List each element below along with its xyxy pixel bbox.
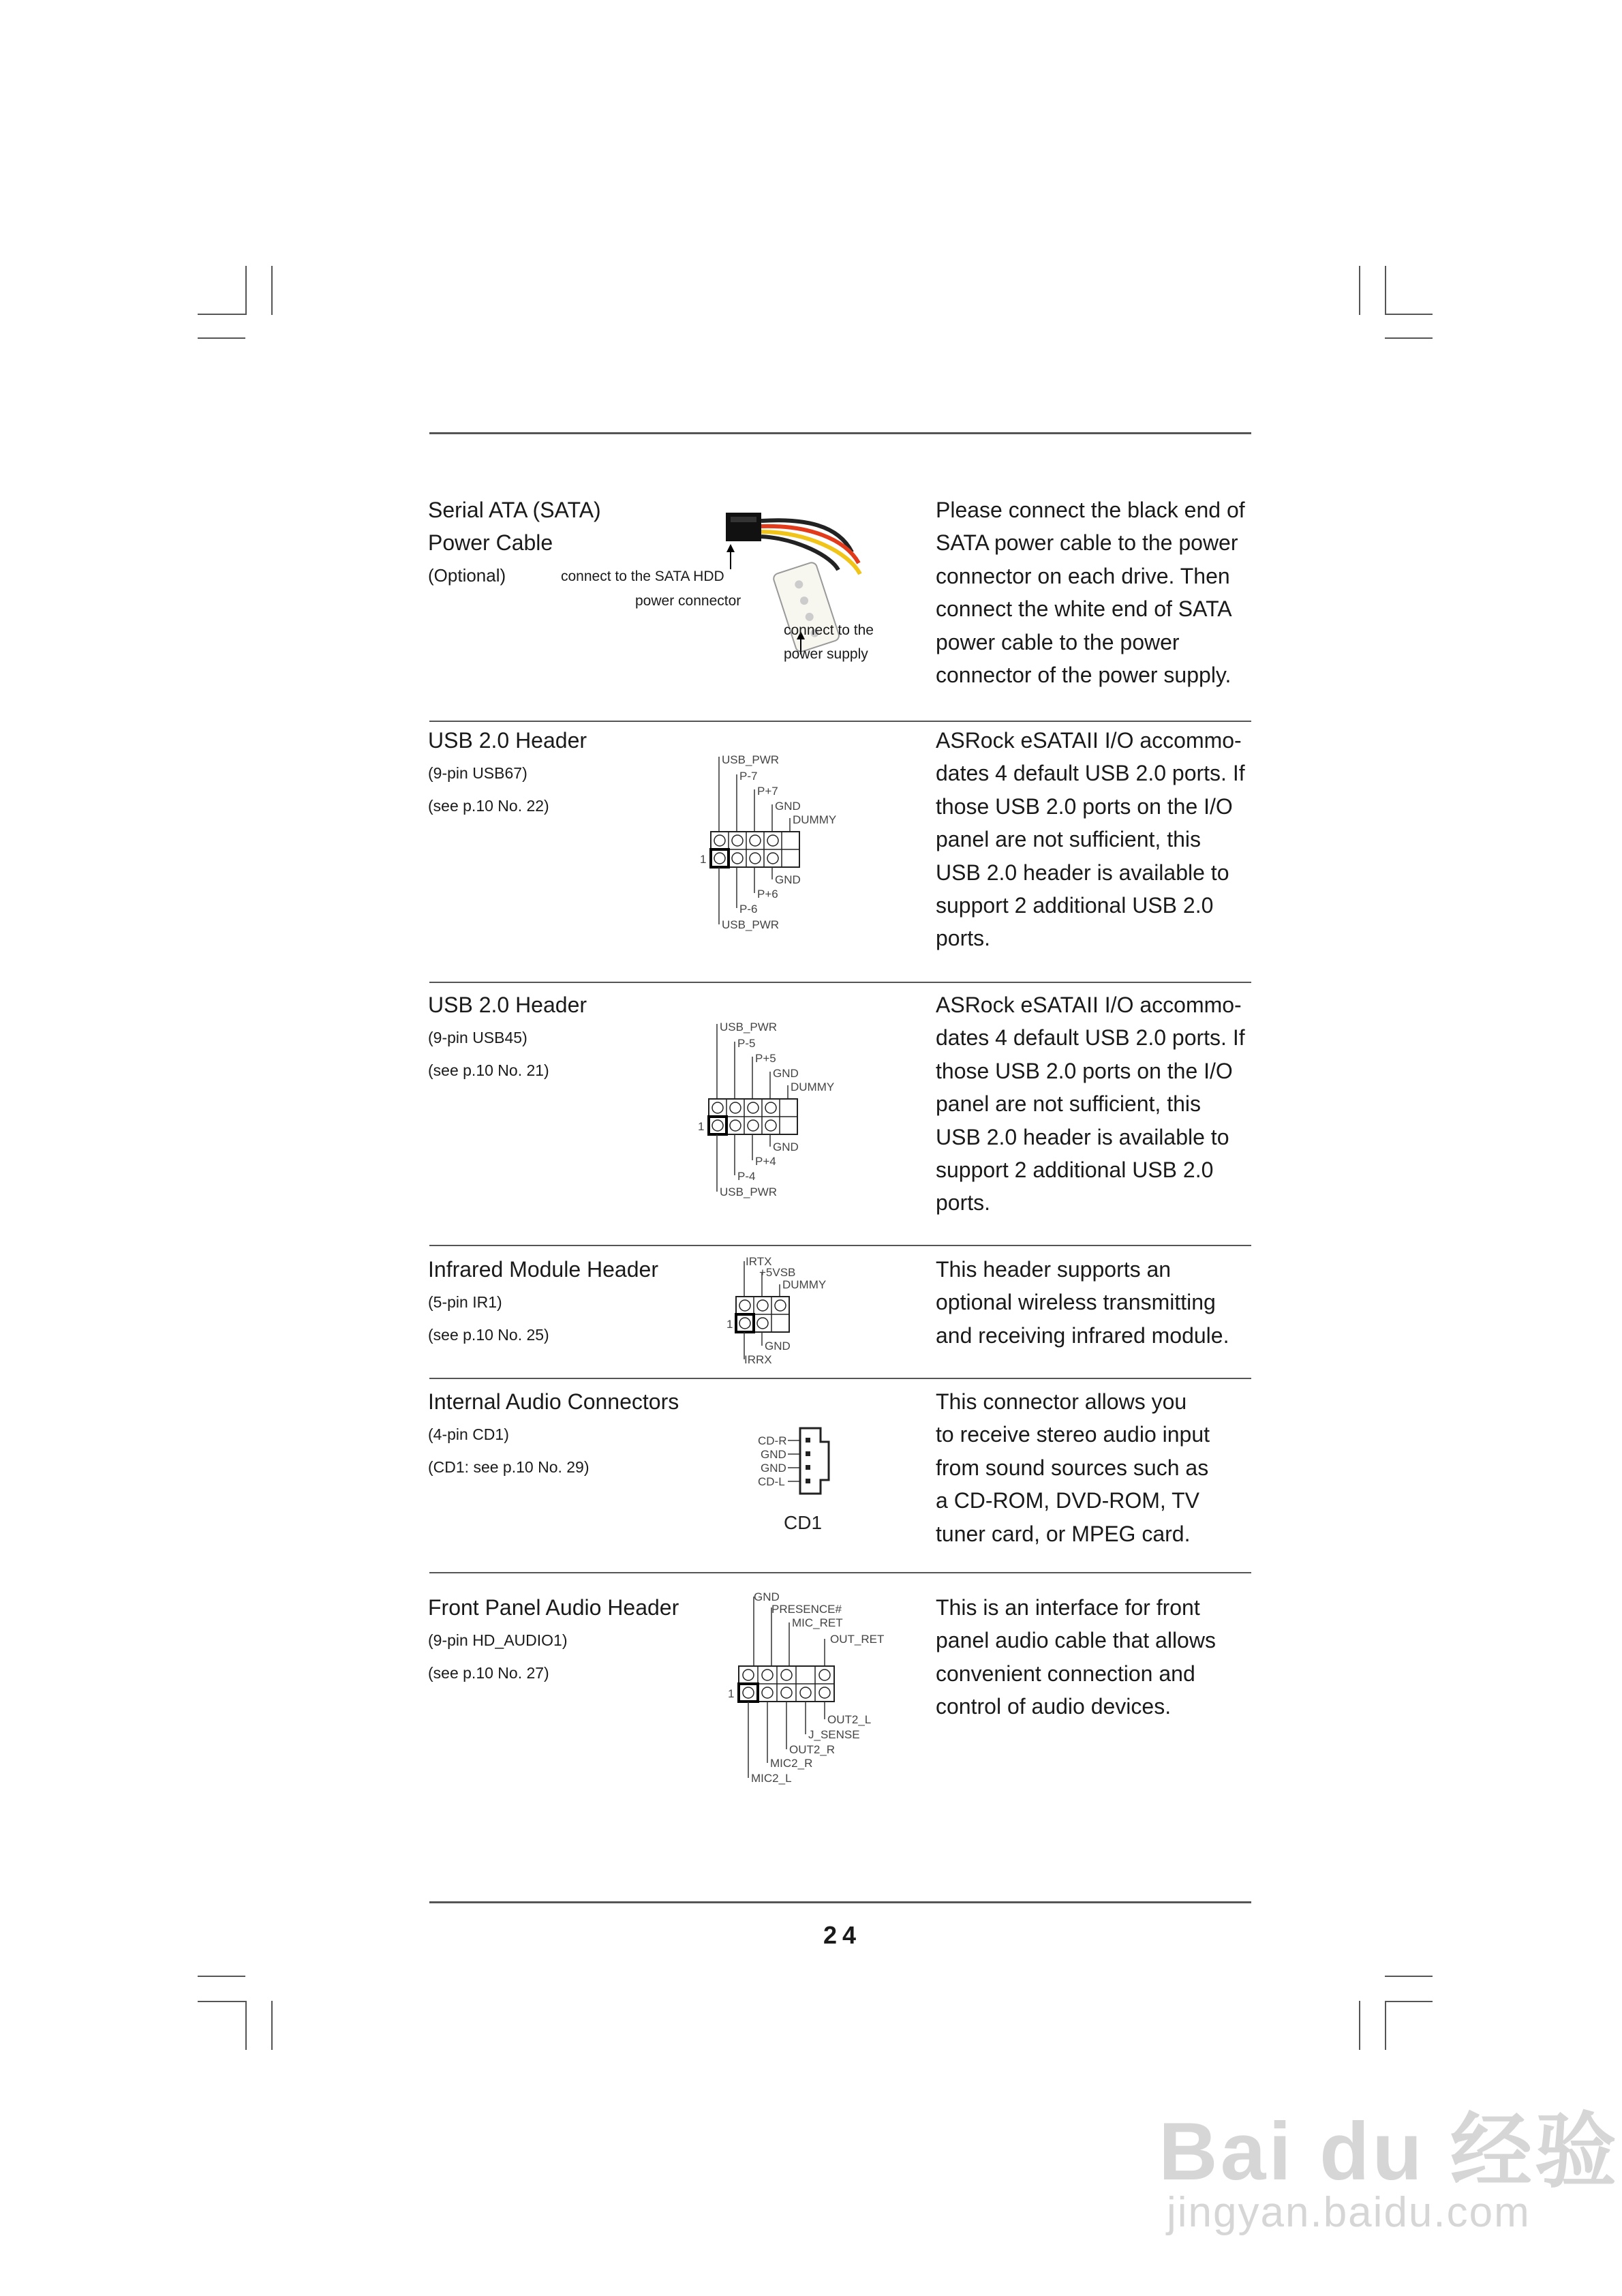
infrared-pin-diagram [722, 1253, 859, 1373]
pin-label: USB_PWR [720, 1021, 778, 1033]
hd-audio-pin-diagram [722, 1587, 900, 1792]
crop-mark [1385, 2001, 1386, 2050]
pin-one-marker: 1 [728, 1687, 735, 1700]
crop-mark [1385, 2001, 1433, 2002]
pin-label: DUMMY [782, 1278, 827, 1291]
crop-mark [1385, 337, 1433, 339]
pin-one-marker: 1 [698, 1120, 705, 1133]
pin-label: GND [775, 800, 801, 813]
pin-label: MIC_RET [792, 1616, 843, 1629]
pin-label: DUMMY [793, 813, 837, 826]
section-subtitle: (see p.10 No. 25) [428, 1326, 549, 1344]
section-description: This connector allows you to receive stereo audio input from sound sources such as a CD-ROM, DVD-ROM, TV tuner card, or MPEG card. [936, 1389, 1210, 1546]
section-subtitle: (Optional) [428, 565, 506, 586]
pin-label: P+5 [755, 1052, 776, 1065]
crop-mark [245, 2001, 247, 2050]
pin-label: P-7 [739, 770, 758, 783]
pin-label: P-6 [739, 903, 758, 916]
crop-mark [1359, 266, 1360, 315]
sata-hdd-label: power connector [635, 593, 741, 609]
baidu-watermark-url: jingyan.baidu.com [1167, 2189, 1531, 2236]
pin-label: P+6 [757, 888, 778, 901]
baidu-watermark-logo: Bai du 经验 [1159, 2106, 1620, 2197]
cd1-caption: CD1 [784, 1512, 823, 1533]
pin-label: +5VSB [759, 1266, 796, 1279]
crop-mark [1359, 2001, 1360, 2050]
section-subtitle: (9-pin USB45) [428, 1029, 527, 1046]
pin-label: OUT_RET [830, 1633, 885, 1646]
pin-one-marker: 1 [700, 853, 707, 866]
section-title: Serial ATA (SATA) [428, 498, 601, 522]
section-subtitle: (see p.10 No. 22) [428, 797, 549, 815]
section-title: USB 2.0 Header [428, 728, 587, 753]
pin-label: MIC2_R [770, 1757, 813, 1770]
pin-label: GND [773, 1067, 799, 1080]
section-title: Front Panel Audio Header [428, 1595, 679, 1620]
usb67-pin-diagram [692, 750, 869, 934]
pin-label: CD-R [758, 1434, 787, 1447]
crop-mark [245, 266, 247, 315]
pin-label: USB_PWR [722, 753, 780, 766]
section-description: This header supports an optional wireless transmitting and receiving infrared module. [936, 1257, 1229, 1348]
bottom-rule [429, 1901, 1251, 1903]
crop-mark [1385, 266, 1386, 315]
pin-label: USB_PWR [722, 918, 780, 931]
crop-mark [271, 266, 273, 315]
section-subtitle: (4-pin CD1) [428, 1425, 509, 1443]
section-subtitle: (5-pin IR1) [428, 1293, 502, 1311]
section-divider [429, 1378, 1251, 1379]
section-description: Please connect the black end of SATA power cable to the power connector on each drive. Then connect the white end of SATA power cable to the power connector of the power supply. [936, 498, 1245, 688]
pin-label: OUT2_R [789, 1743, 836, 1756]
section-subtitle: (9-pin HD_AUDIO1) [428, 1631, 568, 1649]
section-divider [429, 1572, 1251, 1573]
crop-mark [198, 337, 245, 339]
pin-label: OUT2_L [827, 1713, 872, 1726]
pin-label: GND [754, 1590, 780, 1603]
section-description: ASRock eSATAII I/O accommo- dates 4 default USB 2.0 ports. If those USB 2.0 ports on the I/O panel are not sufficient, this USB 2.0 header is available to support 2 additional USB 2.0 ports. [936, 993, 1245, 1215]
crop-mark [271, 2001, 273, 2050]
page-number: 24 [823, 1921, 862, 1949]
crop-mark [198, 314, 245, 315]
section-subtitle: (see p.10 No. 21) [428, 1061, 549, 1079]
section-title: Infrared Module Header [428, 1257, 658, 1282]
section-title: Internal Audio Connectors [428, 1389, 679, 1414]
sata-hdd-label: connect to the SATA HDD [561, 569, 724, 584]
pin-label: CD-L [758, 1475, 785, 1488]
pin-label: PRESENCE# [771, 1603, 842, 1616]
pin-label: MIC2_L [751, 1772, 792, 1785]
section-title: USB 2.0 Header [428, 993, 587, 1017]
pin-label: GND [761, 1462, 786, 1475]
crop-mark [1385, 314, 1433, 315]
section-divider [429, 982, 1251, 983]
top-rule [429, 432, 1251, 434]
pin-label: GND [765, 1340, 791, 1353]
crop-mark [198, 2001, 245, 2002]
usb45-pin-diagram [690, 1017, 867, 1201]
pin-label: IRRX [744, 1353, 772, 1366]
crop-mark [1385, 1976, 1433, 1977]
pin-label: GND [773, 1141, 799, 1153]
pin-label: P+7 [757, 785, 778, 798]
pin-label: P-5 [737, 1037, 756, 1050]
section-description: This is an interface for front panel audio cable that allows convenient connection and control of audio devices. [936, 1595, 1216, 1719]
section-divider [429, 1245, 1251, 1246]
crop-mark [198, 1976, 245, 1977]
section-divider [429, 721, 1251, 722]
pin-label: USB_PWR [720, 1185, 778, 1198]
pin-label: P+4 [755, 1155, 776, 1168]
psu-label: power supply [784, 646, 868, 662]
pin-label: DUMMY [791, 1081, 835, 1093]
pin-label: P-4 [737, 1170, 756, 1183]
pin-label: GND [761, 1448, 786, 1461]
pin-label: J_SENSE [808, 1728, 860, 1741]
pin-label: GND [775, 873, 801, 886]
section-subtitle: (9-pin USB67) [428, 764, 527, 782]
pin-label: IRTX [746, 1255, 772, 1268]
section-title: Power Cable [428, 530, 553, 555]
section-subtitle: (see p.10 No. 27) [428, 1664, 549, 1682]
section-description: ASRock eSATAII I/O accommo- dates 4 default USB 2.0 ports. If those USB 2.0 ports on the I/O panel are not sufficient, this USB 2.0 header is available to support 2 additional USB 2.0 ports. [936, 728, 1245, 951]
cd1-connector-diagram [750, 1421, 859, 1544]
section-subtitle: (CD1: see p.10 No. 29) [428, 1458, 590, 1476]
psu-label: connect to the [784, 622, 874, 638]
pin-one-marker: 1 [726, 1318, 733, 1331]
